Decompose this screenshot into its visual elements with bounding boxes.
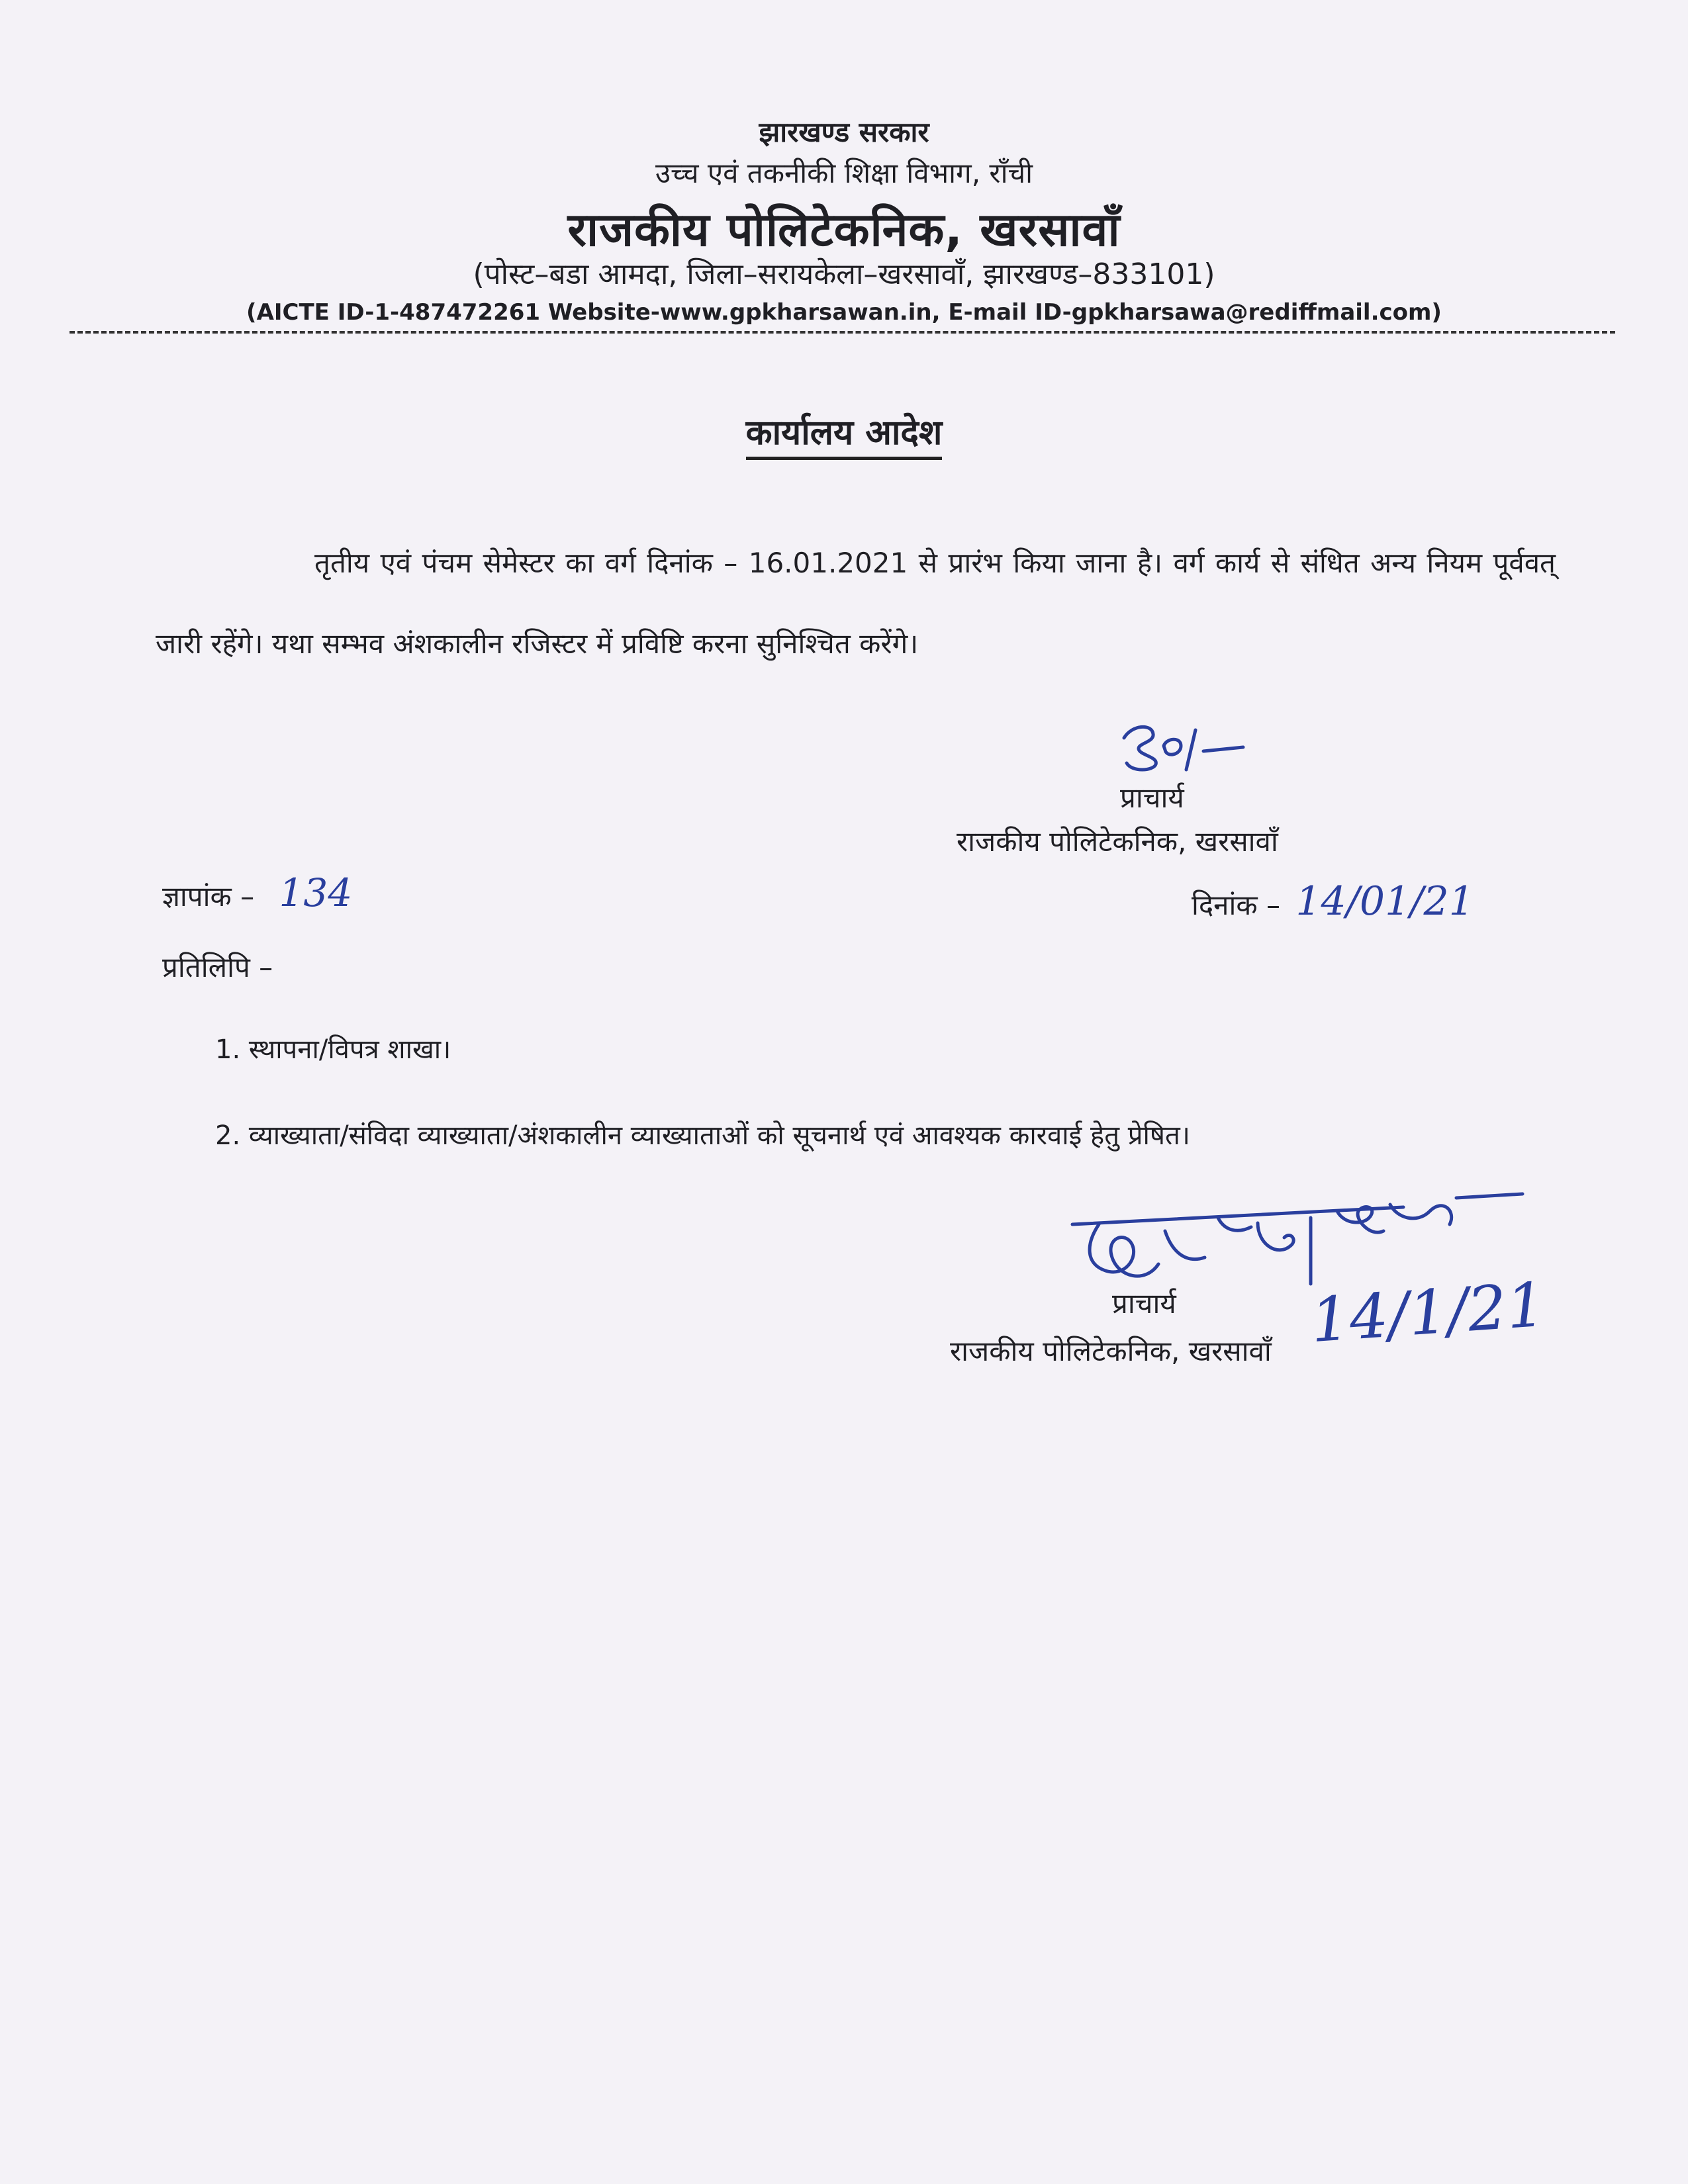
signatory-organization-1: राजकीय पोलिटेकनिक, खरसावाँ [957,825,1278,858]
signatory-designation-2: प्राचार्य [1112,1287,1176,1320]
copy-to-label: प्रतिलिपि – [162,951,273,983]
signatory-organization-2: राजकीय पोलिटेकनिक, खरसावाँ [950,1335,1272,1367]
reference-label: ज्ञापांक – [162,880,255,913]
date-line [1192,878,1474,925]
document-title [0,408,1688,455]
reference-line [162,870,352,915]
signatory-designation-1: प्राचार्य [1120,782,1184,814]
institute-heading: राजकीय पोलिटेकनिक, खरसावाँ [567,203,1121,257]
date-value: 14/01/21 [1295,878,1474,925]
header-divider [70,331,1615,334]
copy-to-item: 1. स्थापना/विपत्र शाखा। [215,1034,451,1065]
order-body: तृतीय एवं पंचम सेमेस्टर का वर्ग दिनांक – 16.01.2021 से प्रारंभ किया जाना है। वर्ग कार्य से संधित अन्य नियम पूर्ववत् जारी रहेंगे। यथा सम्भव अंशकालीन रजिस्टर में प्रविष्टि करना सुनिश्चित करेंगे। [156,547,1556,660]
date-label: दिनांक – [1192,889,1280,921]
department-heading: उच्च एवं तकनीकी शिक्षा विभाग, राँची [655,157,1033,189]
contact-line: (AICTE ID-1-487472261 Website-www.gpkharsawan.in, E-mail ID-gpkharsawa@rediffmail.com) [246,299,1442,326]
government-heading: झारखण्ड सरकार [759,116,929,148]
signed-date: 14/1/21 [1308,1269,1548,1357]
document-title-text: कार्यालय आदेश [746,413,943,460]
address-line: (पोस्ट–बडा आमदा, जिला–सरायकेला–खरसावाँ, झारखण्ड–833101) [473,257,1215,291]
signature-scribble-1 [1112,711,1264,784]
copy-to-item: 2. व्याख्याता/संविदा व्याख्याता/अंशकालीन व्याख्याताओं को सूचनार्थ एवं आवश्यक कारवाई हेतु प्रेषित। [215,1120,1190,1151]
reference-number: 134 [279,870,353,915]
